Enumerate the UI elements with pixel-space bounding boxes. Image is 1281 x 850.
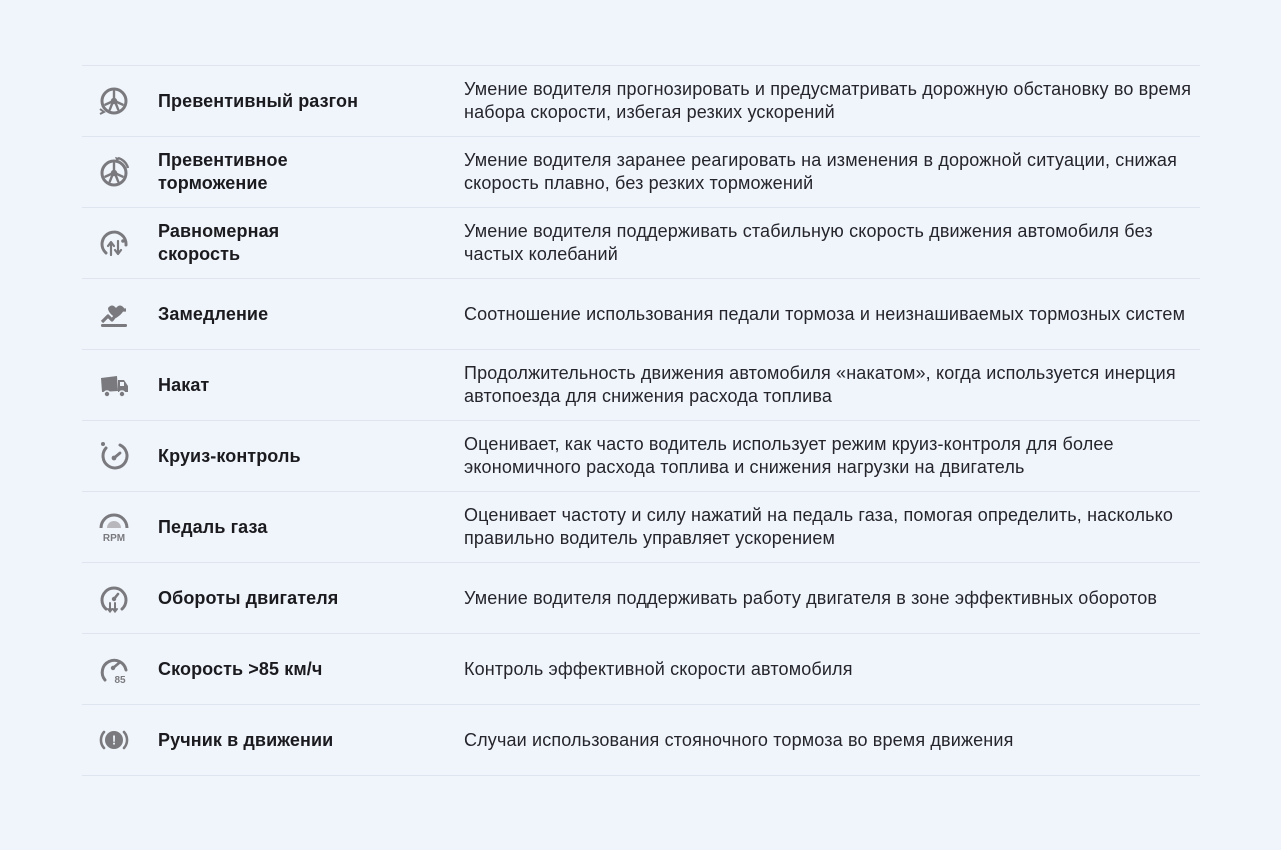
metric-name: Круиз-контроль (158, 445, 301, 466)
metric-description: Умение водителя поддерживать работу двигателя в зоне эффективных оборотов (464, 587, 1158, 608)
deceleration-icon (98, 298, 130, 330)
metric-row-parking-brake (82, 705, 1200, 776)
metric-description: Продолжительность движения автомобиля «накатом», когда используется инерция автопоезда для снижения расхода топлива (464, 363, 1176, 406)
metric-row-steady-speed (82, 208, 1200, 279)
metric-description: Умение водителя поддерживать стабильную скорость движения автомобиля без частых колебаний (464, 221, 1153, 264)
wheel-acceleration-icon (98, 85, 130, 117)
cruise-control-icon (98, 440, 130, 472)
metric-description: Соотношение использования педали тормоза и неизнашиваемых тормозных систем (464, 303, 1186, 324)
truck-coasting-icon (98, 369, 130, 401)
metric-row-cruise-control (82, 421, 1200, 492)
metric-name: Замедление (158, 303, 269, 324)
metric-name: Обороты двигателя (158, 587, 339, 608)
metric-row-preventive-braking (82, 137, 1200, 208)
metric-description: Контроль эффективной скорости автомобиля (464, 658, 853, 679)
metric-description: Умение водителя заранее реагировать на изменения в дорожной ситуации, снижая скорость плавно, без резких торможений (464, 150, 1177, 193)
metric-name: Превентивный разгон (158, 90, 359, 111)
svg-text:!: ! (111, 732, 117, 748)
metric-description: Оценивает частоту и силу нажатий на педаль газа, помогая определить, насколько правильно водитель управляет ускорением (464, 505, 1174, 548)
metrics-table (82, 65, 1200, 776)
metric-description: Случаи использования стояночного тормоза во время движения (464, 729, 1014, 750)
metric-row-gas-pedal (82, 492, 1200, 563)
metric-row-speed-85 (82, 634, 1200, 705)
metric-row-deceleration (82, 279, 1200, 350)
metric-row-coasting (82, 350, 1200, 421)
metric-name: Равномерная скорость (158, 221, 280, 264)
metric-description: Умение водителя прогнозировать и предусматривать дорожную обстановку во время набора скорости, избегая резких ускорений (464, 79, 1192, 122)
metric-name: Скорость >85 км/ч (158, 658, 323, 679)
metric-row-preventive-acceleration (82, 66, 1200, 137)
engine-rpm-icon (98, 582, 130, 614)
speed-85-icon (98, 653, 130, 685)
wheel-braking-icon (98, 156, 130, 188)
metric-name: Педаль газа (158, 516, 268, 537)
metric-row-engine-rpm (82, 563, 1200, 634)
metric-name: Превентивное торможение (158, 150, 288, 193)
metric-name: Накат (158, 374, 210, 395)
svg-text:RPM: RPM (102, 533, 126, 543)
svg-text:85: 85 (114, 675, 126, 685)
rpm-gauge-icon (98, 511, 130, 543)
steady-speed-icon (98, 227, 130, 259)
metric-description: Оценивает, как часто водитель использует режим круиз-контроля для более экономичного расхода топлива и снижения нагрузки на двигатель (464, 434, 1114, 477)
parking-brake-icon (98, 724, 130, 756)
metric-name: Ручник в движении (158, 729, 334, 750)
